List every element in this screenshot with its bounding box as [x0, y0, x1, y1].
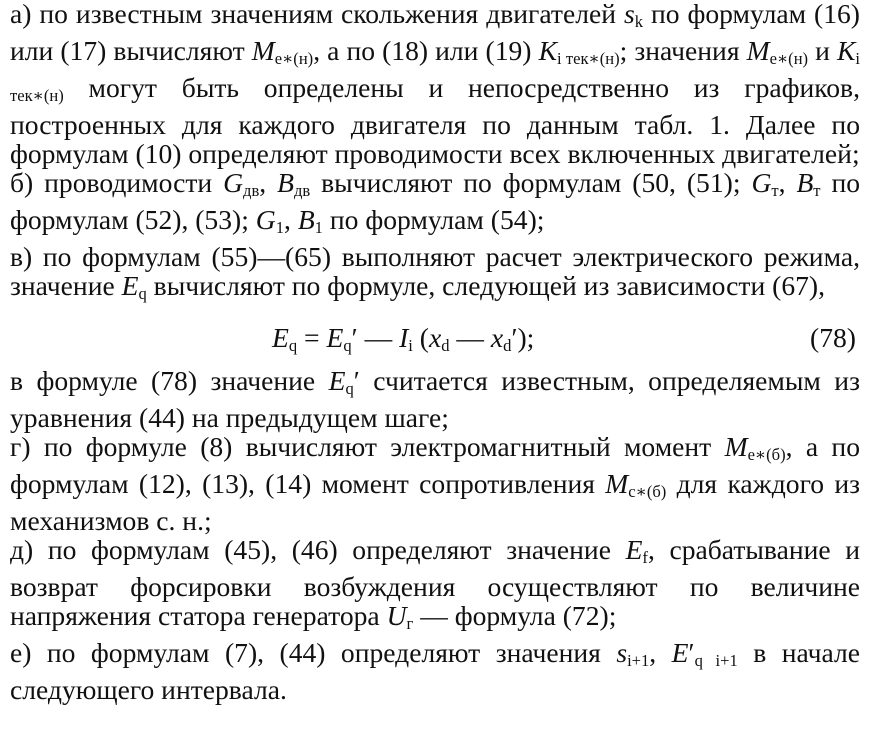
subscript: q — [345, 379, 354, 399]
subscript: т — [771, 181, 779, 201]
paragraph-b — [10, 166, 861, 243]
paragraph-after-formula — [10, 364, 860, 433]
symbol-b: B — [297, 203, 315, 235]
operator: = — [297, 321, 327, 353]
text: , — [259, 166, 278, 198]
text: в начале следующего интервала. — [10, 636, 860, 705]
text: и — [808, 35, 837, 67]
paragraph-g — [10, 430, 860, 536]
text: , а по (18) или (19) — [313, 35, 539, 67]
symbol-e: E — [671, 636, 689, 668]
subscript: дв — [293, 181, 311, 201]
symbol-m: M — [251, 35, 275, 67]
subscript: q — [288, 336, 298, 356]
text: по формулам (52), (53); — [10, 166, 861, 235]
prime: ′ — [353, 364, 360, 396]
paragraph-a — [10, 0, 860, 169]
symbol-u: U — [386, 599, 407, 631]
symbol-e: E — [625, 533, 643, 565]
subscript: i+1 — [627, 650, 650, 670]
subscript: с∗(б) — [628, 482, 667, 501]
subscript: d — [503, 336, 512, 356]
text: считается известным, определяемым из уравнения (44) на предыдущем шаге; — [10, 364, 860, 433]
subscript: d — [441, 336, 450, 356]
subscript: q — [138, 284, 147, 303]
symbol-e: E — [272, 321, 289, 353]
text: , — [778, 166, 797, 198]
text: в формуле (78) значение — [10, 364, 329, 396]
text: ; значения — [619, 35, 747, 67]
prime: ′ — [688, 636, 695, 668]
text: е) по формулам (7), (44) определяют значения — [10, 636, 617, 668]
symbol-m: M — [724, 430, 748, 462]
symbol-g: G — [223, 166, 244, 198]
symbol-i: I — [399, 321, 409, 353]
subscript: 1 — [275, 218, 285, 238]
prime: ′ — [351, 321, 358, 353]
subscript: e∗(б) — [747, 444, 786, 464]
subscript: i тек∗(н) — [556, 49, 620, 69]
symbol-g: G — [255, 203, 276, 235]
symbol-s: s — [616, 636, 628, 668]
subscript: т — [813, 181, 821, 201]
symbol-k: K — [538, 35, 557, 67]
subscript: q — [343, 336, 352, 356]
text: , — [649, 636, 672, 668]
symbol-x: x — [428, 321, 442, 353]
formula-78 — [10, 309, 860, 367]
paragraph-d — [10, 533, 860, 639]
operator: — — [357, 321, 400, 353]
paragraph-e — [10, 636, 860, 705]
text: , а по формулам (12), (13), (14) момент сопротивления — [10, 430, 860, 499]
subscript: г — [406, 613, 414, 633]
subscript: 1 — [314, 218, 323, 238]
subscript: k — [634, 12, 643, 32]
formula-expression — [272, 309, 534, 375]
text: г) по формуле (8) вычисляют электромагнитный момент — [10, 430, 725, 462]
paren: ′); — [511, 321, 535, 353]
symbol-x: x — [490, 321, 504, 353]
subscript: дв — [243, 181, 260, 201]
text: для каждого из механизмов с. н.; — [10, 467, 860, 536]
symbol-g: G — [751, 166, 772, 198]
symbol-m: M — [605, 467, 629, 499]
text: вычисляют по формулам (50, (51); — [310, 166, 752, 198]
text: д) по формулам (45), (46) определяют значение — [10, 533, 626, 565]
subscript: f — [642, 547, 648, 567]
symbol-e: E — [328, 364, 346, 396]
subscript: q i+1 — [694, 650, 738, 670]
equation-number: (78) — [810, 321, 856, 353]
text: , срабатывание и возврат форсировки возбуждения осуществляют по величине напряжения статора генератора — [10, 533, 860, 631]
text: по формулам (16) или (17) вычисляют — [10, 0, 860, 67]
text: в) по формулам (55)—(65) выполняют расчет электрического режима, значение — [10, 240, 860, 301]
text: б) проводимости — [10, 166, 224, 198]
symbol-e: E — [326, 321, 344, 353]
text: — формула (72); — [413, 599, 617, 631]
text: по формулам (54); — [322, 203, 545, 235]
symbol-b: B — [277, 166, 294, 198]
text: вычисляют по формуле, следующей из зависимости (67), — [146, 269, 825, 301]
text: , — [284, 203, 298, 235]
text: могут быть определены и непосредственно из графиков, построенных для каждого двигателя по данным табл. 1. Далее по формулам (10) определяют проводимости всех включенных двигателей; — [10, 72, 860, 169]
symbol-e: E — [121, 269, 139, 301]
subscript: i — [408, 336, 413, 356]
symbol-b: B — [796, 166, 814, 198]
operator: — — [449, 321, 491, 353]
paragraph-v — [10, 240, 860, 309]
text: а) по известным значениям скольжения двигателей — [10, 0, 624, 29]
subscript: e∗(н) — [769, 49, 809, 69]
subscript: i тек∗(н) — [10, 49, 860, 106]
subscript: e∗(н) — [274, 49, 314, 69]
symbol-s: s — [623, 0, 635, 29]
symbol-m: M — [746, 35, 770, 67]
symbol-k: K — [836, 35, 856, 67]
paren: ( — [412, 321, 429, 353]
